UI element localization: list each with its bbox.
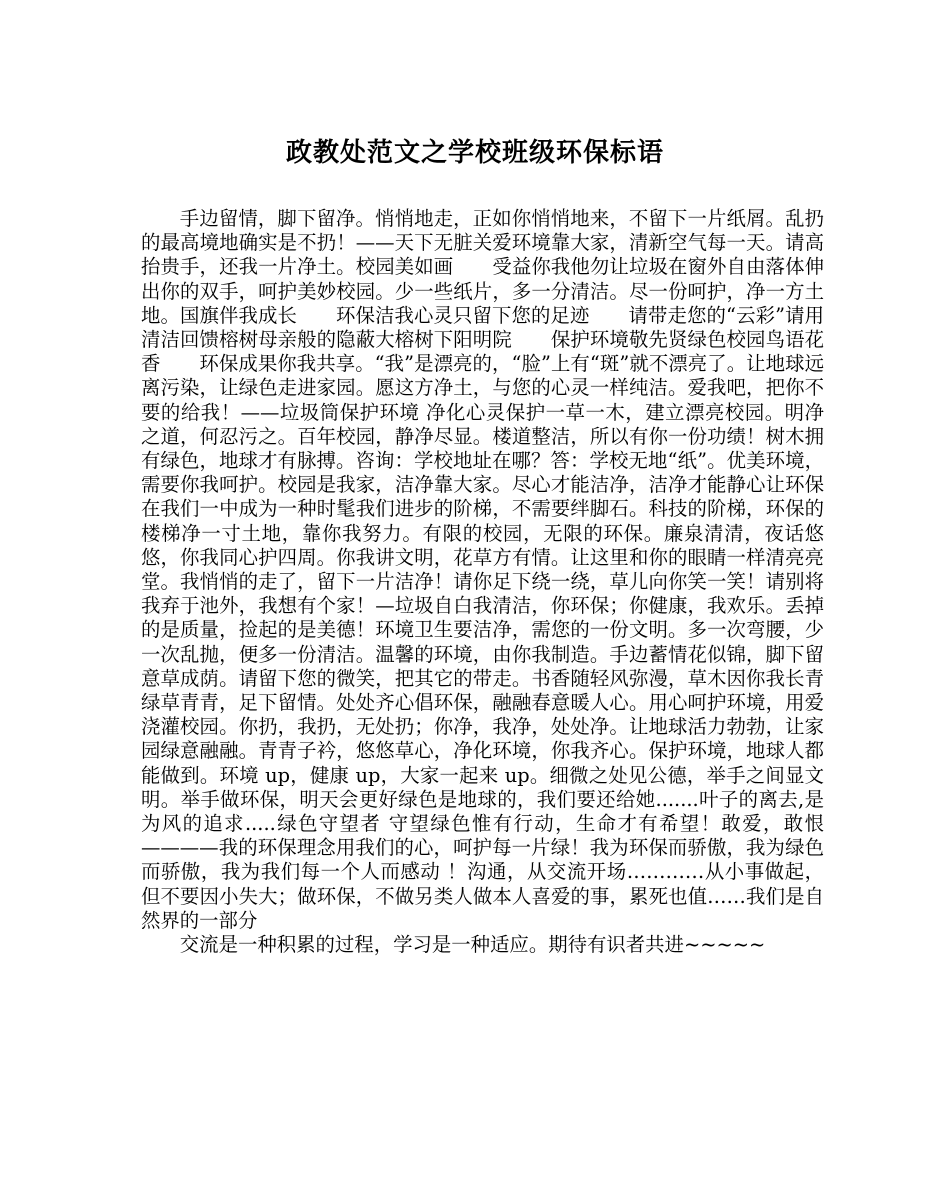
document-body xyxy=(141,207,824,957)
body-paragraph: 手边留情，脚下留净。悄悄地走，正如你悄悄地来，不留下一片纸屑。乱扔的最高境地确实是不扔！——天下无脏关爱环境靠大家，清新空气每一天。请高抬贵手，还我一片净土。校园美如画 受益你我他勿让垃圾在窗外自由落体伸出你的双手，呵护美妙校园。少一些纸片，多一分清洁。尽一份呵护，净一方土地。国旗伴我成长 环保洁我心灵只留下您的足迹 请带走您的“云彩”请用清洁回馈榕树母亲般的隐蔽大榕树下阳明院 保护环境敬先贤绿色校园鸟语花香 环保成果你我共享。“我”是漂亮的，“脸”上有“斑”就不漂亮了。让地球远离污染，让绿色走进家园。愿这方净土，与您的心灵一样纯洁。爱我吧，把你不要的给我！——垃圾筒保护环境 净化心灵保护一草一木，建立漂亮校园。明净之道，何忍污之。百年校园，静净尽显。楼道整洁，所以有你一份功绩！树木拥有绿色，地球才有脉搏。咨询：学校地址在哪？答：学校无地“纸”。优美环境，需要你我呵护。校园是我家，洁净靠大家。尽心才能洁净，洁净才能静心让环保在我们一中成为一种时髦我们进步的阶梯，不需要绊脚石。科技的阶梯，环保的楼梯净一寸土地，靠你我努力。有限的校园，无限的环保。廉泉清清，夜话悠悠，你我同心护四周。你我讲文明，花草方有情。让这里和你的眼睛一样清亮亮堂。我悄悄的走了，留下一片洁净！请你足下绕一绕，草儿向你笑一笑！请别将我弃于池外，我想有个家！—垃圾自白我清洁，你环保；你健康，我欢乐。丢掉的是质量，捡起的是美德！环境卫生要洁净，需您的一份文明。多一次弯腰，少一次乱抛，便多一份清洁。温馨的环境，由你我制造。手边蓄情花似锦，脚下留意草成荫。请留下您的微笑，把其它的带走。书香随轻风弥漫，草木因你我长青绿草青青，足下留情。处处齐心倡环保，融融春意暖人心。用心呵护环境，用爱浇灌校园。你扔，我扔，无处扔；你净，我净，处处净。让地球活力勃勃，让家园绿意融融。青青子衿，悠悠草心，净化环境，你我齐心。保护环境，地球人都能做到。环境 up，健康 up，大家一起来 up。细微之处见公德，举手之间显文明。举手做环保，明天会更好绿色是地球的，我们要还给她.......叶子的离去,是为风的追求.....绿色守望者 守望绿色惟有行动，生命才有希望！敢爱，敢恨————我的环保理念用我们的心，呵护每一片绿！我为环保而骄傲，我为绿色而骄傲，我为我们每一个人而感动 ！沟通，从交流开场…………从小事做起，但不要因小失大；做环保，不做另类人做本人喜爱的事，累死也值……我们是自然界的一部分 xyxy=(141,207,824,932)
document-title: 政教处范文之学校班级环保标语 xyxy=(285,138,664,168)
body-paragraph: 交流是一种积累的过程，学习是一种适应。期待有识者共进~~~~~ xyxy=(179,933,766,957)
